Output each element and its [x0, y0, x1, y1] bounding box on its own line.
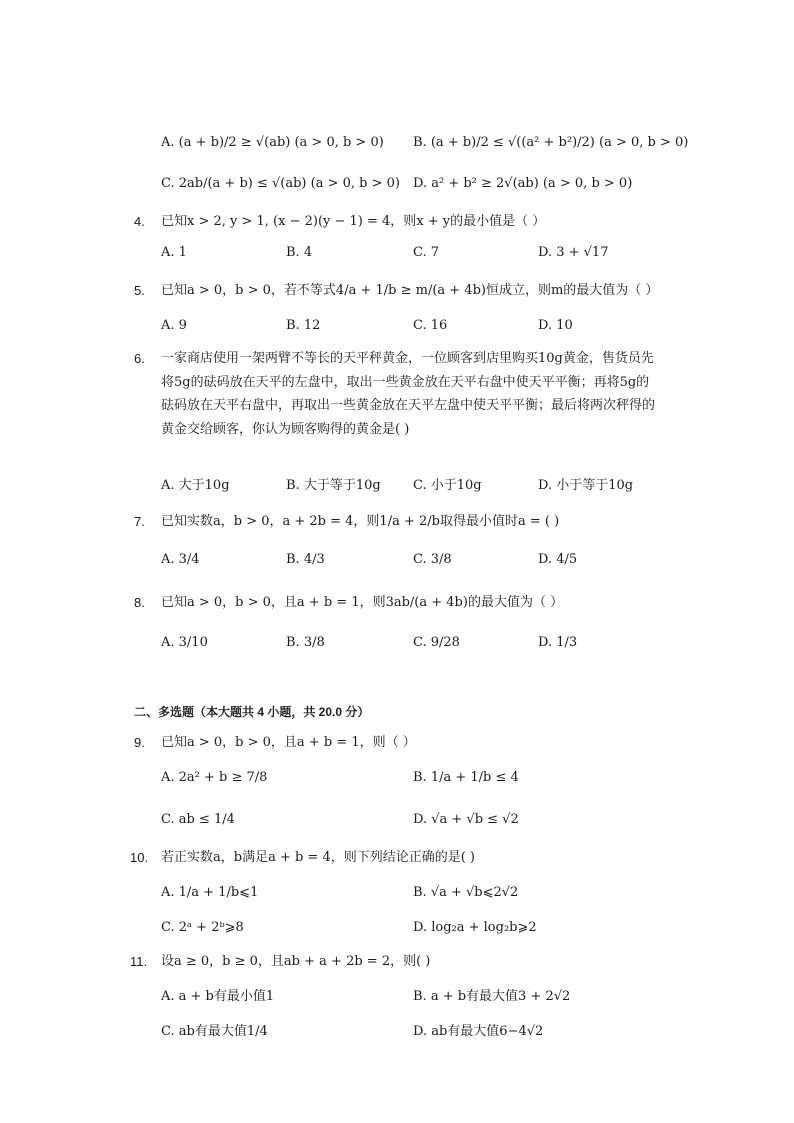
q8-option-d: D. 1/3: [538, 635, 578, 650]
q11-option-d: D. ab有最大值6−4√2: [413, 1024, 544, 1039]
q11-option-b: B. a + b有最大值3 + 2√2: [413, 989, 571, 1004]
q8-option-a: A. 3/10: [161, 635, 208, 650]
q6-option-b: B. 大于等于10g: [286, 478, 381, 493]
q11-stem: 设a ≥ 0，b ≥ 0，且ab + a + 2b = 2，则( ): [161, 954, 431, 969]
q10-option-a: A. 1/a + 1/b⩽1: [161, 885, 259, 900]
q3-option-c: C. 2ab/(a + b) ≤ √(ab) (a > 0, b > 0): [161, 176, 400, 191]
q7-stem: 已知实数a，b > 0，a + 2b = 4，则1/a + 2/b取得最小值时a = ( ): [161, 514, 560, 529]
q6-option-d: D. 小于等于10g: [538, 478, 634, 493]
q10-option-c: C. 2ᵃ + 2ᵇ⩾8: [161, 920, 244, 935]
q7-option-c: C. 3/8: [413, 552, 452, 567]
section-heading: 二、多选题（本大题共 4 小题，共 20.0 分）: [134, 705, 370, 719]
q8-number: 8.: [134, 595, 145, 610]
q9-option-b: B. 1/a + 1/b ≤ 4: [413, 770, 519, 785]
q11-number: 11.: [130, 954, 148, 969]
q9-option-c: C. ab ≤ 1/4: [161, 812, 235, 827]
q5-number: 5.: [134, 283, 145, 298]
q6-option-a: A. 大于10g: [161, 478, 230, 493]
q6-number: 6.: [134, 351, 145, 366]
q5-option-a: A. 9: [161, 318, 187, 333]
q10-number: 10.: [130, 850, 149, 865]
q7-option-b: B. 4/3: [286, 552, 325, 567]
q4-number: 4.: [134, 214, 145, 229]
q10-stem: 若正实数a，b满足a + b = 4，则下列结论正确的是( ): [161, 850, 476, 865]
q4-option-d: D. 3 + √17: [538, 245, 609, 260]
q10-option-d: D. log₂a + log₂b⩾2: [413, 920, 537, 935]
q3-option-b: B. (a + b)/2 ≤ √((a² + b²)/2) (a > 0, b > 0): [413, 135, 689, 150]
q4-option-a: A. 1: [161, 245, 187, 260]
q7-number: 7.: [134, 514, 145, 529]
q4-option-c: C. 7: [413, 245, 440, 260]
q11-option-c: C. ab有最大值1/4: [161, 1024, 268, 1039]
q5-option-b: B. 12: [286, 318, 321, 333]
q5-option-c: C. 16: [413, 318, 448, 333]
q4-option-b: B. 4: [286, 245, 313, 260]
q7-option-d: D. 4/5: [538, 552, 578, 567]
q7-option-a: A. 3/4: [161, 552, 200, 567]
q9-number: 9.: [134, 735, 145, 750]
q8-option-c: C. 9/28: [413, 635, 460, 650]
q10-option-b: B. √a + √b⩽2√2: [413, 885, 519, 900]
q3-option-a: A. (a + b)/2 ≥ √(ab) (a > 0, b > 0): [161, 135, 384, 150]
q6-stem: 一家商店使用一架两臂不等长的天平秤黄金，一位顾客到店里购买10g黄金，售货员先将5g的砝码放在天平的左盘中，取出一些黄金放在天平右盘中使天平平衡；再将5g的砝码放在天平右盘中，再取出一些黄金放在天平左盘中使天平平衡；最后将两次秤得的黄金交给顾客，你认为顾客购得的黄金是( ): [161, 351, 656, 437]
q8-option-b: B. 3/8: [286, 635, 325, 650]
q3-option-d: D. a² + b² ≥ 2√(ab) (a > 0, b > 0): [413, 176, 633, 191]
q9-option-d: D. √a + √b ≤ √2: [413, 812, 519, 827]
q9-stem: 已知a > 0，b > 0，且a + b = 1，则（ ）: [161, 735, 416, 750]
q8-stem: 已知a > 0，b > 0，且a + b = 1，则3ab/(a + 4b)的最大值为（ ）: [161, 595, 564, 610]
q5-option-d: D. 10: [538, 318, 573, 333]
q11-option-a: A. a + b有最小值1: [161, 989, 275, 1004]
q5-stem: 已知a > 0，b > 0，若不等式4/a + 1/b ≥ m/(a + 4b)恒成立，则m的最大值为（ ）: [161, 283, 659, 298]
q4-stem: 已知x > 2, y > 1, (x − 2)(y − 1) = 4，则x + y的最小值是（ ）: [161, 214, 546, 229]
q6-option-c: C. 小于10g: [413, 478, 482, 493]
q9-option-a: A. 2a² + b ≥ 7/8: [161, 770, 268, 785]
